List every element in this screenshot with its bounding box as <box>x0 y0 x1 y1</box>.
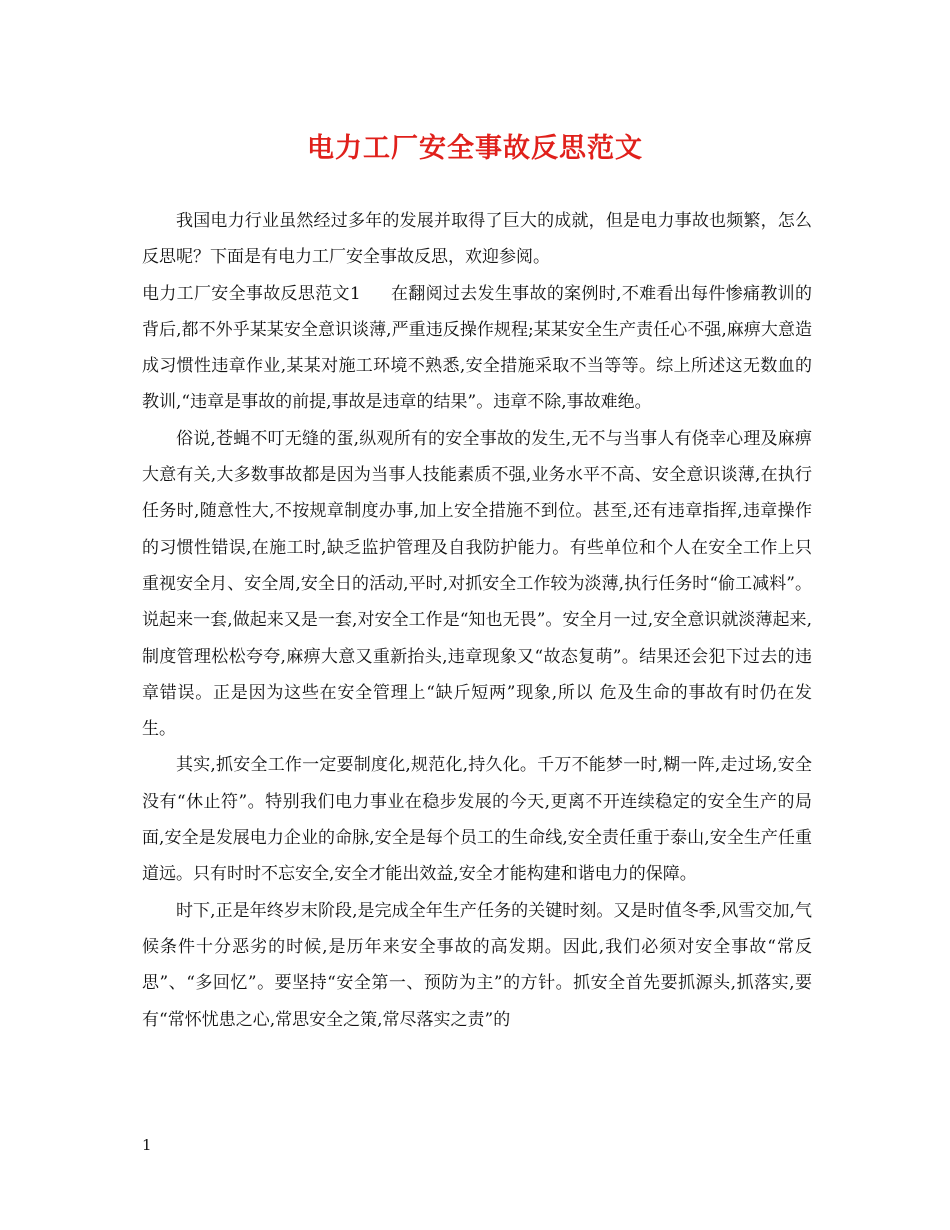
section-1-title: 电力工厂安全事故反思范文1 <box>142 283 361 304</box>
section-1-paragraph <box>142 276 812 421</box>
page-number: 1 <box>142 1136 152 1154</box>
paragraph-4: 时下,正是年终岁末阶段,是完成全年生产任务的关键时刻。又是时值冬季,风雪交加,气候条件十分恶劣的时候,是历年来安全事故的高发期。因此,我们必须对安全事故“常反思”、“多回忆”。要坚持“安全第一、预防为主”的方针。抓安全首先要抓源头,抓落实,要有“常怀忧患之心,常思安全之策,常尽落实之责”的 <box>142 900 812 1030</box>
section-1-text: 在翻阅过去发生事故的案例时,不难看出每件惨痛教训的背后,都不外乎某某安全意识谈薄,严重违反操作规程;某某安全生产责任心不强,麻痹大意造成习惯性违章作业,某某对施工环境不熟悉,安全措施采取不当等等。综上所述这无数血的教训,“违章是事故的前提,事故是违章的结果”。违章不除,事故难绝。 <box>142 283 812 413</box>
document-body <box>142 203 812 1038</box>
document-title: 电力工厂安全事故反思范文 <box>307 133 643 164</box>
paragraph-3: 其实,抓安全工作一定要制度化,规范化,持久化。千万不能梦一时,糊一阵,走过场,安全没有“休止符”。特别我们电力事业在稳步发展的今天,更离不开连续稳定的安全生产的局面,安全是发展电力企业的命脉,安全是每个员工的生命线,安全责任重于泰山,安全生产任重道远。只有时时不忘安全,安全才能出效益,安全才能构建和谐电力的保障。 <box>142 755 812 885</box>
intro-paragraph: 我国电力行业虽然经过多年的发展并取得了巨大的成就，但是电力事故也频繁，怎么反思呢？下面是有电力工厂安全事故反思，欢迎参阅。 <box>142 211 812 268</box>
paragraph-2: 俗说,苍蝇不叮无缝的蛋,纵观所有的安全事故的发生,无不与当事人有侥幸心理及麻痹大意有关,大多数事故都是因为当事人技能素质不强,业务水平不高、安全意识谈薄,在执行任务时,随意性大,不按规章制度办事,加上安全措施不到位。甚至,还有违章指挥,违章操作的习惯性错误,在施工时,缺乏监护管理及自我防护能力。有些单位和个人在安全工作上只重视安全月、安全周,安全日的活动,平时,对抓安全工作较为淡薄,执行任务时“偷工减料”。说起来一套,做起来又是一套,对安全工作是“知也无畏”。安全月一过,安全意识就淡薄起来,制度管理松松夸夸,麻痹大意又重新抬头,违章现象又“故态复萌”。结果还会犯下过去的违章错误。正是因为这些在安全管理上“缺斤短两”现象,所以 危及生命的事故有时仍在发生。 <box>142 428 812 740</box>
